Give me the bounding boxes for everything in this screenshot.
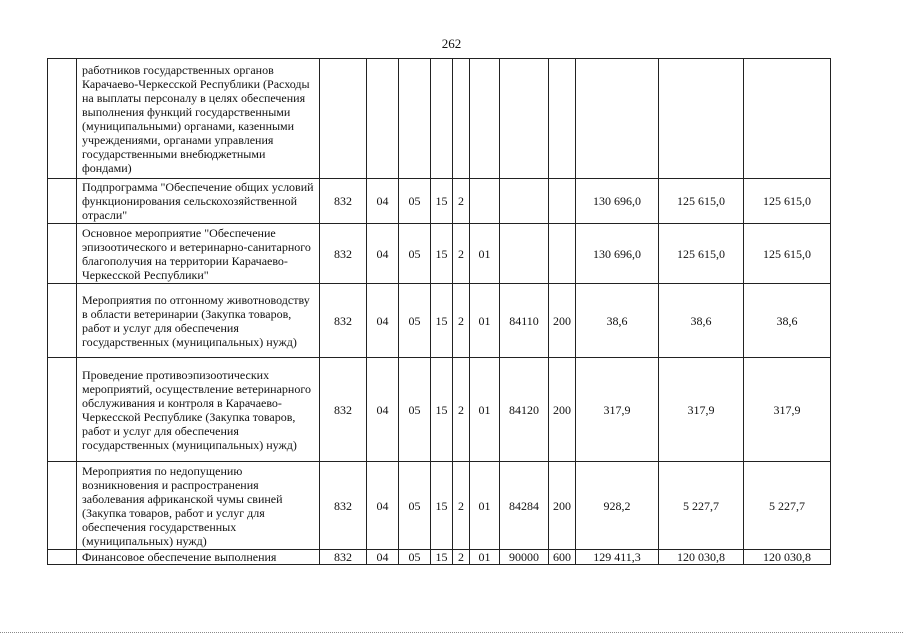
main-activity-code-cell: 01: [470, 358, 500, 462]
expense-type-cell: [549, 224, 576, 284]
row-number-cell: [48, 358, 77, 462]
description-cell: Проведение противоэпизоотических мероприятий, осуществление ветеринарного обслуживания и контроля в Карачаево-Черкесской Республике (Закупка товаров, работ и услуг для обеспечения государственных (муниципальных) нужд): [77, 358, 320, 462]
ministry-code-cell: 832: [320, 284, 367, 358]
amount-year-1-cell: 129 411,3: [576, 550, 659, 565]
main-activity-code-cell: [470, 59, 500, 179]
budget-table: [47, 58, 831, 565]
amount-year-3-cell: [744, 59, 831, 179]
direction-code-cell: 84110: [500, 284, 549, 358]
subsection-code-cell: 05: [399, 284, 431, 358]
amount-year-2-cell: 120 030,8: [659, 550, 744, 565]
subprogram-code-cell: 2: [453, 358, 470, 462]
section-code-cell: 04: [367, 462, 399, 550]
section-code-cell: 04: [367, 224, 399, 284]
amount-year-2-cell: 317,9: [659, 358, 744, 462]
subsection-code-cell: 05: [399, 179, 431, 224]
table-row: [48, 179, 831, 224]
row-number-cell: [48, 284, 77, 358]
table-row: [48, 284, 831, 358]
expense-type-cell: 200: [549, 284, 576, 358]
description-cell: Мероприятия по недопущению возникновения и распространения заболевания африканской чумы свиней (Закупка товаров, работ и услуг для обеспечения государственных (муниципальных) нужд): [77, 462, 320, 550]
main-activity-code-cell: 01: [470, 550, 500, 565]
section-code-cell: 04: [367, 284, 399, 358]
expense-type-cell: 200: [549, 462, 576, 550]
program-code-cell: 15: [431, 179, 453, 224]
subsection-code-cell: 05: [399, 358, 431, 462]
direction-code-cell: [500, 179, 549, 224]
amount-year-2-cell: 5 227,7: [659, 462, 744, 550]
amount-year-1-cell: [576, 59, 659, 179]
amount-year-2-cell: [659, 59, 744, 179]
subsection-code-cell: 05: [399, 462, 431, 550]
ministry-code-cell: 832: [320, 462, 367, 550]
direction-code-cell: 90000: [500, 550, 549, 565]
expense-type-cell: [549, 59, 576, 179]
table-row: [48, 59, 831, 179]
amount-year-3-cell: 5 227,7: [744, 462, 831, 550]
description-cell: Финансовое обеспечение выполнения: [77, 550, 320, 565]
subprogram-code-cell: 2: [453, 284, 470, 358]
page-bottom-divider: [0, 632, 903, 633]
program-code-cell: 15: [431, 284, 453, 358]
subprogram-code-cell: 2: [453, 179, 470, 224]
main-activity-code-cell: 01: [470, 284, 500, 358]
amount-year-2-cell: 38,6: [659, 284, 744, 358]
program-code-cell: 15: [431, 550, 453, 565]
table-row: [48, 550, 831, 565]
expense-type-cell: 600: [549, 550, 576, 565]
section-code-cell: 04: [367, 358, 399, 462]
amount-year-3-cell: 38,6: [744, 284, 831, 358]
description-cell: работников государственных органов Карачаево-Черкесской Республики (Расходы на выплаты персоналу в целях обеспечения выполнения функций государственными (муниципальными) органами, казенными учреждениями, органами управления государственными внебюджетными фондами): [77, 59, 320, 179]
amount-year-3-cell: 120 030,8: [744, 550, 831, 565]
row-number-cell: [48, 462, 77, 550]
subprogram-code-cell: 2: [453, 462, 470, 550]
description-cell: Подпрограмма "Обеспечение общих условий функционирования сельскохозяйственной отрасли": [77, 179, 320, 224]
expense-type-cell: [549, 179, 576, 224]
table-row: [48, 224, 831, 284]
section-code-cell: 04: [367, 179, 399, 224]
amount-year-2-cell: 125 615,0: [659, 224, 744, 284]
amount-year-3-cell: 125 615,0: [744, 179, 831, 224]
description-cell: Основное мероприятие "Обеспечение эпизоотического и ветеринарно-санитарного благополучия на территории Карачаево-Черкесской Республики": [77, 224, 320, 284]
row-number-cell: [48, 224, 77, 284]
direction-code-cell: [500, 59, 549, 179]
description-cell: Мероприятия по отгонному животноводству в области ветеринарии (Закупка товаров, работ и услуг для обеспечения государственных (муниципальных) нужд): [77, 284, 320, 358]
page-number: 262: [441, 36, 462, 51]
ministry-code-cell: 832: [320, 550, 367, 565]
main-activity-code-cell: 01: [470, 462, 500, 550]
subsection-code-cell: 05: [399, 224, 431, 284]
subsection-code-cell: [399, 59, 431, 179]
amount-year-1-cell: 38,6: [576, 284, 659, 358]
amount-year-3-cell: 317,9: [744, 358, 831, 462]
section-code-cell: [367, 59, 399, 179]
ministry-code-cell: 832: [320, 358, 367, 462]
row-number-cell: [48, 179, 77, 224]
main-activity-code-cell: [470, 179, 500, 224]
row-number-cell: [48, 59, 77, 179]
amount-year-1-cell: 928,2: [576, 462, 659, 550]
direction-code-cell: 84284: [500, 462, 549, 550]
direction-code-cell: [500, 224, 549, 284]
ministry-code-cell: 832: [320, 224, 367, 284]
subprogram-code-cell: 2: [453, 224, 470, 284]
amount-year-1-cell: 130 696,0: [576, 179, 659, 224]
program-code-cell: 15: [431, 358, 453, 462]
amount-year-1-cell: 317,9: [576, 358, 659, 462]
ministry-code-cell: [320, 59, 367, 179]
table-row: [48, 462, 831, 550]
amount-year-3-cell: 125 615,0: [744, 224, 831, 284]
subsection-code-cell: 05: [399, 550, 431, 565]
program-code-cell: [431, 59, 453, 179]
ministry-code-cell: 832: [320, 179, 367, 224]
direction-code-cell: 84120: [500, 358, 549, 462]
amount-year-1-cell: 130 696,0: [576, 224, 659, 284]
expense-type-cell: 200: [549, 358, 576, 462]
main-activity-code-cell: 01: [470, 224, 500, 284]
subprogram-code-cell: [453, 59, 470, 179]
table-row: [48, 358, 831, 462]
section-code-cell: 04: [367, 550, 399, 565]
amount-year-2-cell: 125 615,0: [659, 179, 744, 224]
program-code-cell: 15: [431, 462, 453, 550]
program-code-cell: 15: [431, 224, 453, 284]
row-number-cell: [48, 550, 77, 565]
subprogram-code-cell: 2: [453, 550, 470, 565]
